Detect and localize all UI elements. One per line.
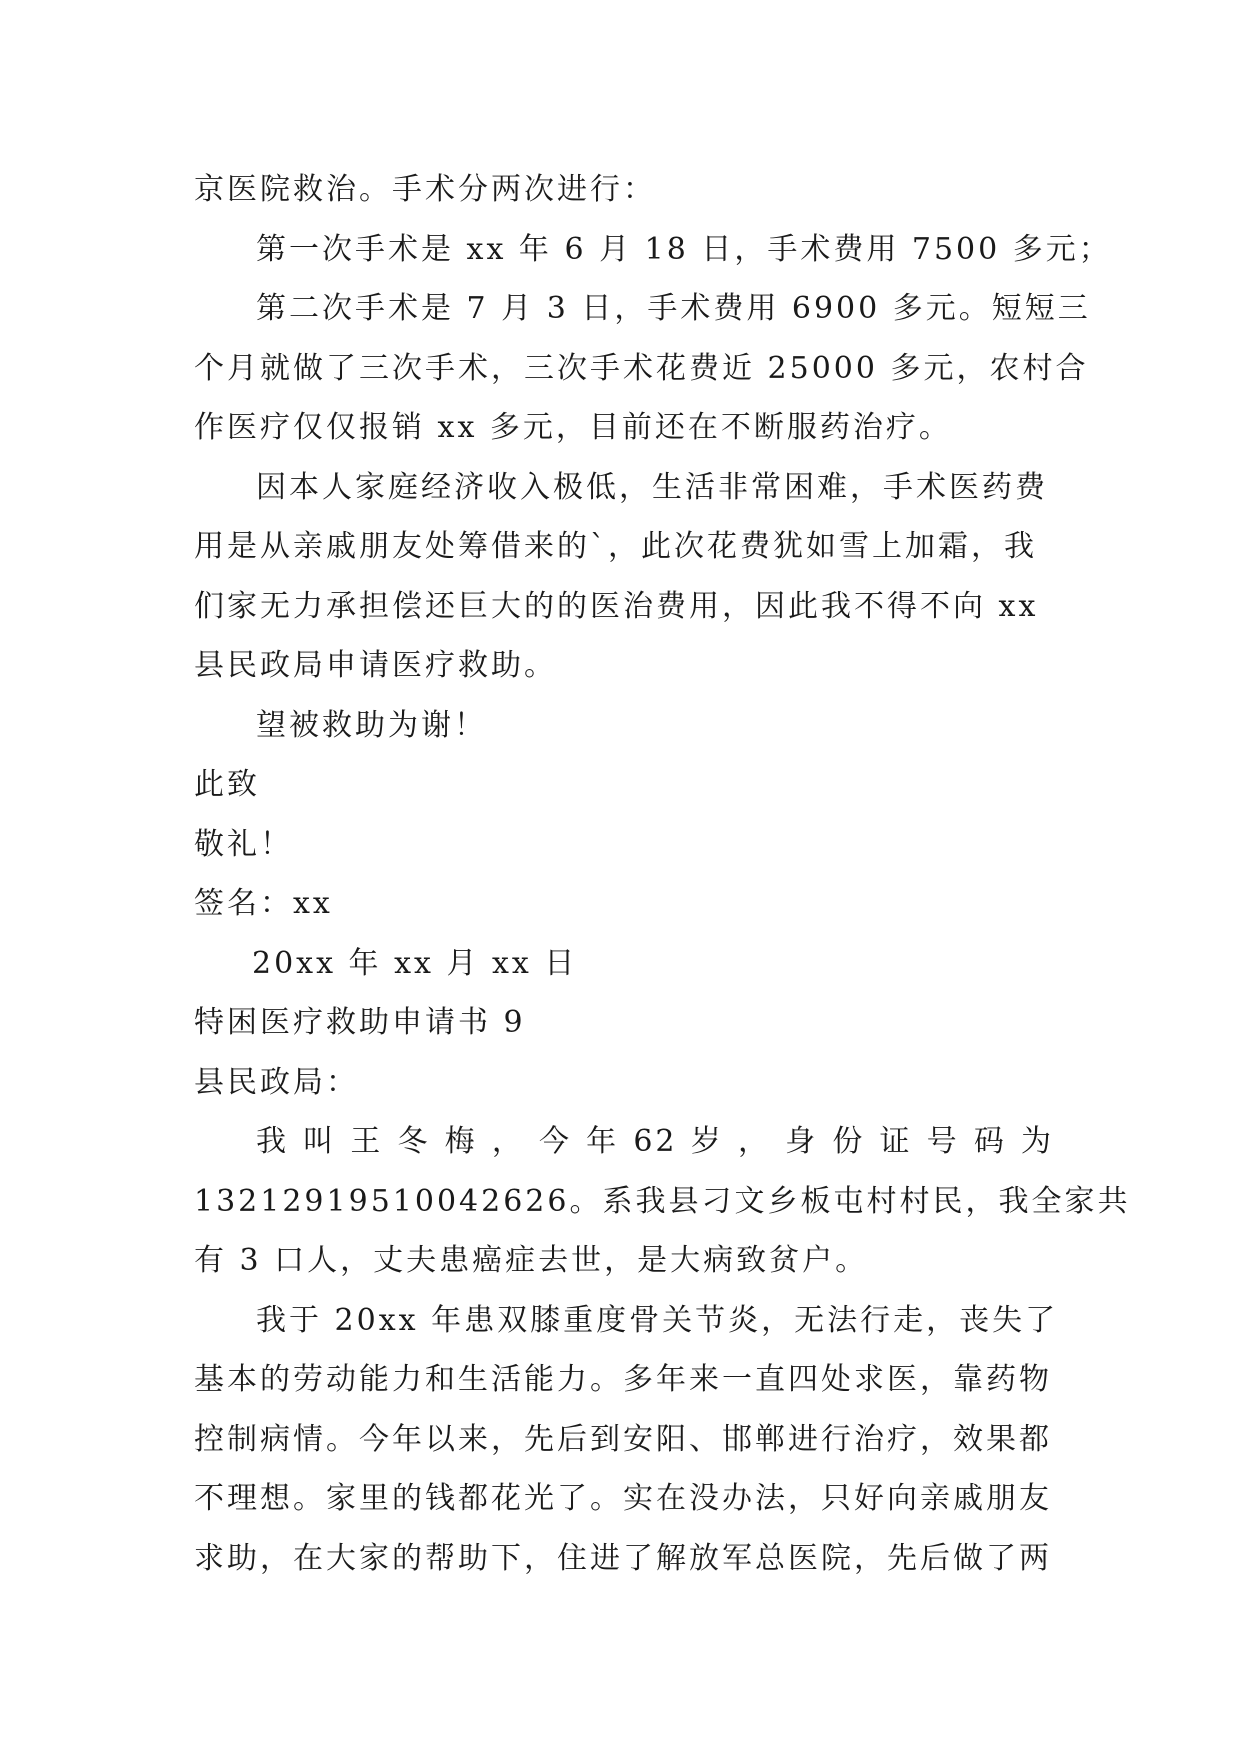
closing-thanks: 望被救助为谢！ [256, 707, 487, 743]
salutation-cizhi: 此致 [194, 767, 260, 802]
paragraph-line: 第一次手术是 xx 年 6 月 18 日，手术费用 7500 多元； [256, 231, 1112, 267]
paragraph-line: 13212919510042626。系我县刁文乡板屯村村民，我全家共 [194, 1183, 1131, 1219]
paragraph-line: 控制病情。今年以来，先后到安阳、邯郸进行治疗，效果都 [194, 1421, 1052, 1457]
salutation-jingli: 敬礼！ [194, 826, 293, 862]
paragraph-line: 个月就做了三次手术，三次手术花费近 25000 多元，农村合 [194, 350, 1089, 386]
signature-line: 签名：xx [194, 886, 333, 921]
paragraph-line: 第二次手术是 7 月 3 日，手术费用 6900 多元。短短三 [256, 291, 1091, 326]
paragraph-line: 们家无力承担偿还巨大的的医治费用，因此我不得不向 xx [194, 588, 1039, 624]
letter-body [194, 160, 1131, 1588]
paragraph-line: 不理想。家里的钱都花光了。实在没办法，只好向亲戚朋友 [194, 1481, 1052, 1516]
addressee: 县民政局： [194, 1064, 359, 1100]
paragraph-line: 县民政局申请医疗救助。 [194, 648, 557, 683]
paragraph-line: 求助，在大家的帮助下，住进了解放军总医院，先后做了两 [194, 1540, 1052, 1576]
paragraph-line: 用是从亲戚朋友处筹借来的`，此次花费犹如雪上加霜，我 [194, 529, 1037, 564]
paragraph-line: 作医疗仅仅报销 xx 多元，目前还在不断服药治疗。 [194, 410, 952, 445]
paragraph-line: 基本的劳动能力和生活能力。多年来一直四处求医，靠药物 [194, 1362, 1052, 1397]
paragraph-line-spaced: 我 叫 王 冬 梅 ， 今 年 62 岁 ， 身 份 证 号 码 为 [256, 1124, 1054, 1159]
paragraph-line: 有 3 口人，丈夫患癌症去世，是大病致贫户。 [194, 1243, 869, 1278]
paragraph-line: 京医院救治。手术分两次进行： [194, 172, 656, 207]
section-title: 特困医疗救助申请书 9 [194, 1005, 526, 1040]
paragraph-line: 因本人家庭经济收入极低，生活非常困难，手术医药费 [256, 469, 1048, 505]
paragraph-line: 我于 20xx 年患双膝重度骨关节炎，无法行走，丧失了 [256, 1302, 1059, 1338]
date-line: 20xx 年 xx 月 xx 日 [252, 945, 578, 981]
